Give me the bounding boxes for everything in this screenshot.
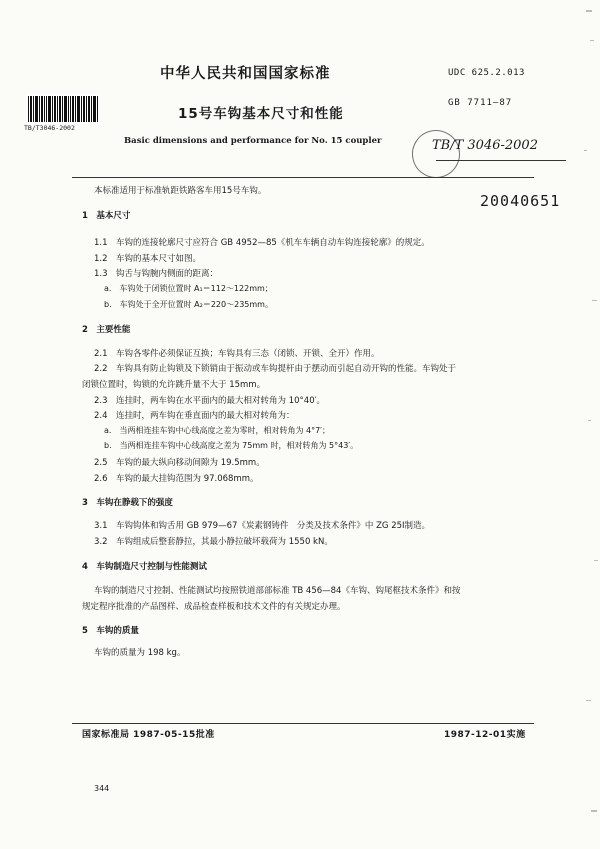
document-subtitle: 15号车钩基本尺寸和性能 xyxy=(178,106,344,122)
clause-line: 闭锁位置时，钩锁的允许跳升量不大于 15mm。 xyxy=(82,380,266,390)
clause-line: 2.3 连挂时，两车钩在水平面内的最大相对转角为 10°40′。 xyxy=(94,396,326,406)
footer-rule xyxy=(72,723,534,724)
approval-date: 国家标准局 1987-05-15批准 xyxy=(82,730,215,740)
handwritten-underline xyxy=(436,160,566,161)
clause-line: 3.2 车钩组成后整套静拉，其最小静拉破坏载荷为 1550 kN。 xyxy=(94,537,333,547)
scan-edge-noise xyxy=(572,0,600,849)
barcode-image xyxy=(26,94,100,124)
sub-clause-line: b. 车钩处于全开位置时 A₂＝220～235mm。 xyxy=(104,300,273,309)
standard-title: 中华人民共和国国家标准 xyxy=(160,66,331,82)
udc-code: UDC 625.2.013 xyxy=(448,68,525,78)
gb-code: GB 7711—87 xyxy=(448,98,513,108)
page-number: 344 xyxy=(94,784,110,793)
intro-paragraph: 本标准适用于标准轨距铁路客车用15号车钩。 xyxy=(94,186,267,196)
clause-line: 规定程序批准的产品图样、成品检查样板和技术文件的有关规定办理。 xyxy=(82,602,346,612)
clause-line: 3.1 车钩钩体和钩舌用 GB 979—67《炭素钢铸件 分类及技术条件》中 ZG 25Ⅰ制造。 xyxy=(94,521,431,531)
clause-line: 2.6 车钩的最大挂钩范围为 97.068mm。 xyxy=(94,474,259,484)
clause-line: 1.2 车钩的基本尺寸如图。 xyxy=(94,254,202,264)
implementation-date: 1987-12-01实施 xyxy=(444,730,526,740)
sub-clause-line: a. 车钩处于闭锁位置时 A₁＝112～122mm； xyxy=(104,284,273,293)
barcode-label: TB/T3046-2002 xyxy=(24,124,75,132)
handwritten-number: 20040651 xyxy=(480,192,561,210)
clause-line: 2.5 车钩的最大纵向移动间隙为 19.5mm。 xyxy=(94,458,265,468)
section-heading: 5 车钩的质量 xyxy=(82,626,139,636)
clause-line: 车钩的制造尺寸控制、性能测试均按照铁道部部标准 TB 456—84《车钩、钩尾框技术条件》和按 xyxy=(94,586,461,596)
clause-line: 2.2 车钩具有防止钩锁及下锁销由于振动或车钩提杆由于摆动而引起自动开钩的性能。车钩处于 xyxy=(94,364,457,374)
ink-stamp xyxy=(408,126,465,183)
header-rule xyxy=(72,177,534,178)
sub-clause-line: b. 当两相连挂车钩中心线高度之差为 75mm 时，相对转角为 5°43′。 xyxy=(104,441,359,450)
clause-line: 1.1 车钩的连接轮廓尺寸应符合 GB 4952—85《机车车辆自动车钩连接轮廓》的规定。 xyxy=(94,238,430,248)
clause-line: 2.4 连挂时，两车钩在垂直面内的最大相对转角为： xyxy=(94,411,295,421)
clause-line: 2.1 车钩各零件必须保证互换；车钩具有三态（闭锁、开锁、全开）作用。 xyxy=(94,349,380,359)
section-heading: 4 车钩制造尺寸控制与性能测试 xyxy=(82,562,207,572)
section-heading: 1 基本尺寸 xyxy=(82,211,131,221)
clause-line: 车钩的质量为 198 kg。 xyxy=(94,648,186,658)
clause-line: 1.3 钩舌与钩腕内侧面的距离： xyxy=(94,269,219,279)
section-heading: 2 主要性能 xyxy=(82,325,131,335)
sub-clause-line: a. 当两相连挂车钩中心线高度之差为零时，相对转角为 4°7′； xyxy=(104,426,330,435)
handwritten-code: TB/T 3046-2002 xyxy=(432,138,538,153)
english-title: Basic dimensions and performance for No. 15 coupler xyxy=(124,136,382,146)
section-heading: 3 车钩在静载下的强度 xyxy=(82,498,173,508)
